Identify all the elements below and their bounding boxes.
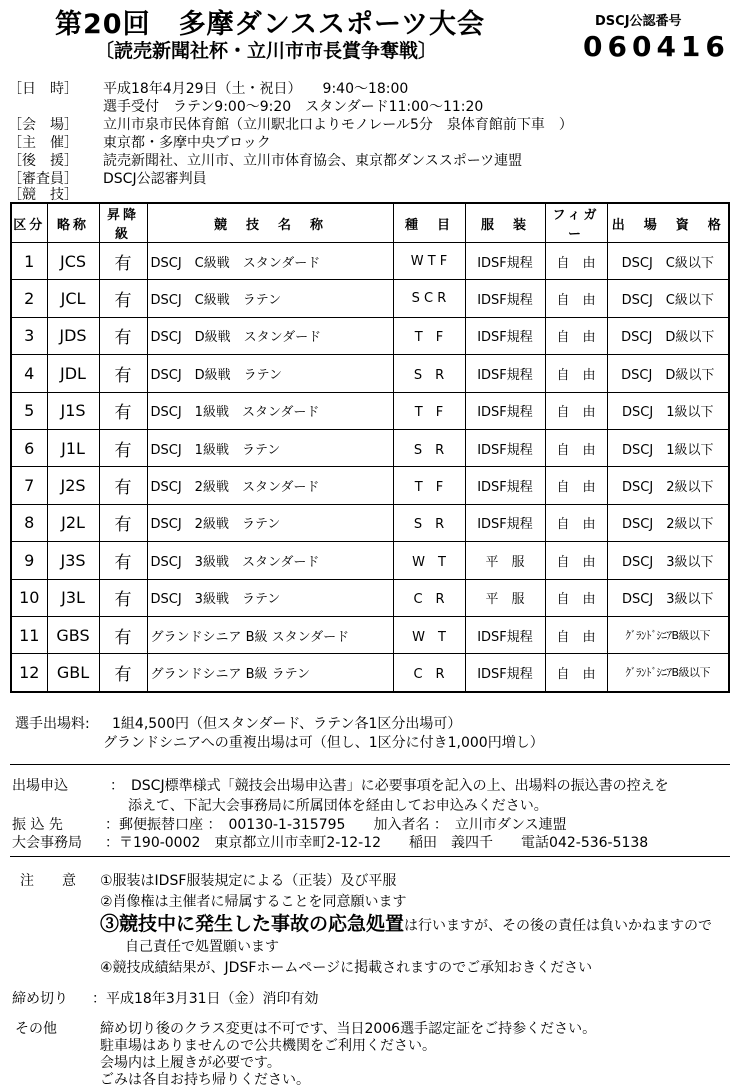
cell-attire: IDSF規程 bbox=[465, 654, 545, 692]
info-row-datetime: ［日 時］ 平成18年4月29日（土・祝日） 9:40〜18:00 bbox=[8, 81, 409, 97]
cell-attire: 平 服 bbox=[465, 542, 545, 579]
fee-line-2: グランドシニアへの重複出場は可（但し、1区分に付き1,000円増し） bbox=[103, 735, 544, 751]
header-col-attire: 服 装 bbox=[465, 203, 545, 243]
header-col-promotion: 昇降級 bbox=[99, 203, 147, 243]
cell-eligibility: DSCJ D級以下 bbox=[607, 355, 729, 392]
cell-event-name: DSCJ C級戦 ラテン bbox=[147, 280, 393, 317]
cell-dances: C R bbox=[393, 579, 465, 616]
cell-dances: S R bbox=[393, 355, 465, 392]
cell-event-name: DSCJ 3級戦 ラテン bbox=[147, 579, 393, 616]
cell-abbr: JDS bbox=[47, 317, 99, 354]
cell-event-name: グランドシニア B級 スタンダード bbox=[147, 616, 393, 653]
cell-eligibility: DSCJ 3級以下 bbox=[607, 542, 729, 579]
header-col-event-name: 競 技 名 称 bbox=[147, 203, 393, 243]
cell-category: 7 bbox=[11, 467, 47, 504]
table-row bbox=[11, 429, 729, 466]
cell-attire: IDSF規程 bbox=[465, 616, 545, 653]
other-line-3: 会場内は上履きが必要です。 bbox=[100, 1055, 281, 1071]
apply-label: 出場申込 bbox=[12, 778, 68, 794]
cell-promotion: 有 bbox=[99, 429, 147, 466]
cell-eligibility: DSCJ C級以下 bbox=[607, 243, 729, 280]
cell-promotion: 有 bbox=[99, 243, 147, 280]
cell-event-name: DSCJ 2級戦 スタンダード bbox=[147, 467, 393, 504]
cell-abbr: J1L bbox=[47, 429, 99, 466]
cell-dances: W T bbox=[393, 616, 465, 653]
cell-event-name: DSCJ 1級戦 スタンダード bbox=[147, 392, 393, 429]
table-row bbox=[11, 542, 729, 579]
cell-attire: IDSF規程 bbox=[465, 355, 545, 392]
note-3-cont: 自己責任で処置願います bbox=[125, 939, 279, 955]
info-row-competition: ［競 技］ bbox=[8, 187, 78, 203]
cell-figure: 自 由 bbox=[545, 654, 607, 692]
cell-dances: S C R bbox=[393, 280, 465, 317]
cell-promotion: 有 bbox=[99, 654, 147, 692]
note-3-emphasis: ③競技中に発生した事故の応急処置 bbox=[100, 913, 405, 935]
cell-figure: 自 由 bbox=[545, 317, 607, 354]
cell-figure: 自 由 bbox=[545, 243, 607, 280]
info-row-organizer: ［主 催］ 東京都・多摩中央ブロック bbox=[8, 135, 271, 151]
office-label: 大会事務局 bbox=[12, 835, 82, 851]
cell-promotion: 有 bbox=[99, 280, 147, 317]
info-row-judges: ［審査員］ DSCJ公認審判員 bbox=[8, 171, 207, 187]
cell-dances: T F bbox=[393, 317, 465, 354]
cell-abbr: GBS bbox=[47, 616, 99, 653]
header-col-abbr: 略称 bbox=[47, 203, 99, 243]
cell-abbr: JDL bbox=[47, 355, 99, 392]
fee-line-1: 1組4,500円（但スタンダード、ラテン各1区分出場可） bbox=[112, 716, 462, 732]
cell-category: 9 bbox=[11, 542, 47, 579]
cell-event-name: DSCJ 3級戦 スタンダード bbox=[147, 542, 393, 579]
cell-dances: C R bbox=[393, 654, 465, 692]
cell-figure: 自 由 bbox=[545, 467, 607, 504]
page-title: 第20回 多摩ダンススポーツ大会 bbox=[55, 9, 485, 40]
divider bbox=[10, 856, 730, 857]
cell-attire: IDSF規程 bbox=[465, 392, 545, 429]
cell-eligibility: ｸﾞﾗﾝﾄﾞｼﾆｱB級以下 bbox=[607, 654, 729, 692]
page-subtitle: 〔読売新聞社杯・立川市市長賞争奪戦〕 bbox=[95, 40, 438, 62]
cell-event-name: DSCJ C級戦 スタンダード bbox=[147, 243, 393, 280]
cell-figure: 自 由 bbox=[545, 542, 607, 579]
cell-eligibility: DSCJ C級以下 bbox=[607, 280, 729, 317]
table-row bbox=[11, 392, 729, 429]
cell-event-name: グランドシニア B級 ラテン bbox=[147, 654, 393, 692]
registration-label: DSCJ公認番号 bbox=[595, 14, 682, 29]
table-row bbox=[11, 616, 729, 653]
registration-number: 060416 bbox=[583, 30, 730, 63]
cell-figure: 自 由 bbox=[545, 355, 607, 392]
cell-promotion: 有 bbox=[99, 467, 147, 504]
table-row bbox=[11, 280, 729, 317]
other-line-2: 駐車場はありませんので公共機関をご利用ください。 bbox=[100, 1038, 436, 1054]
info-row-venue: ［会 場］ 立川市泉市民体育館（立川駅北口よりモノレール5分 泉体育館前下車 ） bbox=[8, 117, 573, 133]
cell-dances: W T F bbox=[393, 243, 465, 280]
cell-category: 10 bbox=[11, 579, 47, 616]
table-row bbox=[11, 579, 729, 616]
cell-promotion: 有 bbox=[99, 579, 147, 616]
header-col-eligibility: 出 場 資 格 bbox=[607, 203, 729, 243]
fee-label: 選手出場料: bbox=[15, 716, 90, 732]
cell-dances: S R bbox=[393, 429, 465, 466]
cell-promotion: 有 bbox=[99, 504, 147, 541]
cell-promotion: 有 bbox=[99, 355, 147, 392]
cell-abbr: J2S bbox=[47, 467, 99, 504]
note-1: ①服装はIDSF服装規定による（正装）及び平服 bbox=[100, 873, 397, 889]
cell-attire: IDSF規程 bbox=[465, 429, 545, 466]
cell-eligibility: ｸﾞﾗﾝﾄﾞｼﾆｱB級以下 bbox=[607, 616, 729, 653]
cell-event-name: DSCJ D級戦 ラテン bbox=[147, 355, 393, 392]
cell-eligibility: DSCJ 2級以下 bbox=[607, 467, 729, 504]
cell-category: 1 bbox=[11, 243, 47, 280]
cell-abbr: JCS bbox=[47, 243, 99, 280]
cell-event-name: DSCJ D級戦 スタンダード bbox=[147, 317, 393, 354]
header-col-dances: 種 目 bbox=[393, 203, 465, 243]
cell-abbr: GBL bbox=[47, 654, 99, 692]
events-table bbox=[10, 202, 730, 693]
other-line-1: 締め切り後のクラス変更は不可です、当日2006選手認定証をご持参ください。 bbox=[100, 1021, 597, 1037]
info-row-support: ［後 援］ 読売新聞社、立川市、立川市体育協会、東京都ダンススポーツ連盟 bbox=[8, 153, 523, 169]
note-4: ④競技成績結果が、JDSFホームページに掲載されますのでご承知おきください bbox=[100, 960, 593, 976]
table-row bbox=[11, 243, 729, 280]
apply-text: ： DSCJ標準様式「競技会出場申込書」に必要事項を記入の上、出場料の振込書の控えを bbox=[110, 778, 669, 794]
cell-figure: 自 由 bbox=[545, 579, 607, 616]
table-header-row bbox=[11, 203, 729, 243]
cell-category: 3 bbox=[11, 317, 47, 354]
cell-category: 4 bbox=[11, 355, 47, 392]
cell-attire: IDSF規程 bbox=[465, 317, 545, 354]
cell-abbr: J3L bbox=[47, 579, 99, 616]
cell-attire: 平 服 bbox=[465, 579, 545, 616]
cell-attire: IDSF規程 bbox=[465, 504, 545, 541]
cell-figure: 自 由 bbox=[545, 504, 607, 541]
office-text: ：〒190-0002 東京都立川市幸町2-12-12 稲田 義四千 電話042-536-5138 bbox=[105, 835, 649, 851]
table-row bbox=[11, 654, 729, 692]
cell-dances: S R bbox=[393, 504, 465, 541]
table-row bbox=[11, 467, 729, 504]
cell-abbr: J3S bbox=[47, 542, 99, 579]
cell-attire: IDSF規程 bbox=[465, 280, 545, 317]
apply-text-2: 添えて、下記大会事務局に所属団体を経由してお申込みください。 bbox=[128, 798, 548, 814]
cell-category: 6 bbox=[11, 429, 47, 466]
cell-attire: IDSF規程 bbox=[465, 467, 545, 504]
cell-dances: T F bbox=[393, 467, 465, 504]
header-col-figure: フィガー bbox=[545, 203, 607, 243]
note-3-rest: は行いますが、その後の責任は負いかねますので bbox=[404, 918, 713, 934]
cell-figure: 自 由 bbox=[545, 616, 607, 653]
cell-figure: 自 由 bbox=[545, 429, 607, 466]
cell-eligibility: DSCJ D級以下 bbox=[607, 317, 729, 354]
deadline-label: 締め切り bbox=[12, 991, 68, 1007]
cell-eligibility: DSCJ 3級以下 bbox=[607, 579, 729, 616]
cell-abbr: J1S bbox=[47, 392, 99, 429]
note-3 bbox=[100, 909, 712, 936]
cell-category: 2 bbox=[11, 280, 47, 317]
transfer-text: ：郵便振替口座 ： 00130-1-315795 加入者名 ： 立川市ダンス連盟 bbox=[105, 817, 567, 833]
cell-promotion: 有 bbox=[99, 317, 147, 354]
transfer-label: 振 込 先 bbox=[12, 817, 63, 833]
cell-eligibility: DSCJ 1級以下 bbox=[607, 429, 729, 466]
cell-category: 11 bbox=[11, 616, 47, 653]
cell-abbr: J2L bbox=[47, 504, 99, 541]
cell-eligibility: DSCJ 2級以下 bbox=[607, 504, 729, 541]
deadline-text: ：平成18年3月31日（金）消印有効 bbox=[92, 991, 319, 1007]
cell-event-name: DSCJ 2級戦 ラテン bbox=[147, 504, 393, 541]
cell-event-name: DSCJ 1級戦 ラテン bbox=[147, 429, 393, 466]
cell-figure: 自 由 bbox=[545, 392, 607, 429]
cell-attire: IDSF規程 bbox=[465, 243, 545, 280]
cell-abbr: JCL bbox=[47, 280, 99, 317]
notes-label: 注 意 bbox=[20, 873, 76, 889]
cell-category: 12 bbox=[11, 654, 47, 692]
cell-dances: W T bbox=[393, 542, 465, 579]
divider bbox=[10, 764, 730, 765]
other-label: その他 bbox=[15, 1021, 57, 1037]
header-col-category: 区分 bbox=[11, 203, 47, 243]
other-line-4: ごみは各自お持ち帰りください。 bbox=[100, 1072, 310, 1088]
note-2: ②肖像権は主催者に帰属することを同意願います bbox=[100, 894, 407, 910]
cell-eligibility: DSCJ 1級以下 bbox=[607, 392, 729, 429]
cell-dances: T F bbox=[393, 392, 465, 429]
table-row bbox=[11, 317, 729, 354]
table-row bbox=[11, 355, 729, 392]
cell-promotion: 有 bbox=[99, 616, 147, 653]
info-row-reception: 選手受付 ラテン9:00〜9:20 スタンダード11:00〜11:20 bbox=[103, 99, 484, 115]
cell-promotion: 有 bbox=[99, 392, 147, 429]
cell-figure: 自 由 bbox=[545, 280, 607, 317]
cell-category: 5 bbox=[11, 392, 47, 429]
table-row bbox=[11, 504, 729, 541]
cell-promotion: 有 bbox=[99, 542, 147, 579]
cell-category: 8 bbox=[11, 504, 47, 541]
